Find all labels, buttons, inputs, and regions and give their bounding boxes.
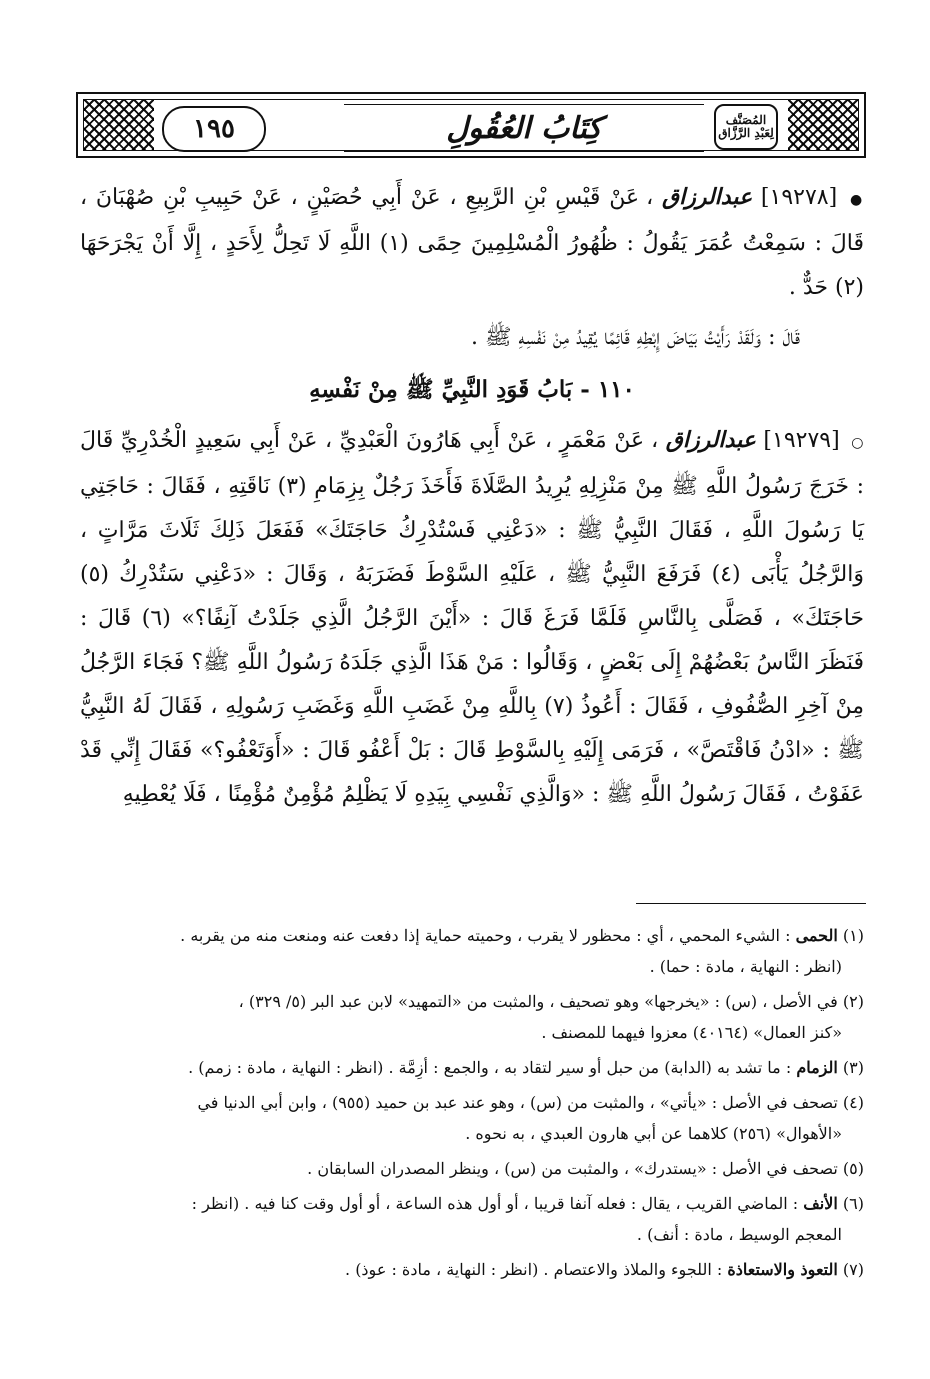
footnote-divider xyxy=(636,903,866,904)
footnote xyxy=(80,1254,864,1285)
hadith-text: ، عَنْ مَعْمَرٍ ، عَنْ أَبِي هَارُونَ الْعَبْدِيِّ ، عَنْ أَبِي سَعِيدٍ الْخُدْرِيِّ قَالَ : خَرَجَ رَسُولُ اللَّهِ ﷺ مِنْ مَنْزِلِهِ يُرِيدُ الصَّلَاةَ فَأَخَذَ رَجُلٌ بِزِمَامِ (٣) نَاقَتِهِ ، فَقَالَ : حَاجَتِي يَا رَسُولَ اللَّهِ ، فَقَالَ النَّبِيُّ ﷺ : «دَعْنِي فَسْتُدْرِكُ حَاجَتَكَ» فَفَعَلَ ذَلِكَ ثَلَاثَ مَرَّاتٍ ، وَالرَّجُلُ يَأْبَى (٤) فَرَفَعَ النَّبِيُّ ﷺ ، عَلَيْهِ السَّوْطَ فَضَرَبَهُ ، وَقَالَ : «دَعْنِي سَتُدْرِكُ (٥) حَاجَتَكَ» ، فَصَلَّى بِالنَّاسِ فَلَمَّا فَرَغَ قَالَ : «أَيْنَ الرَّجُلُ الَّذِي جَلَدْتُ آنِفًا؟» (٦) قَالَ : فَنَظَرَ النَّاسُ بَعْضُهُمْ إِلَى بَعْضٍ ، وَقَالُوا : مَنْ هَذَا الَّذِي جَلَدَهُ رَسُولُ اللَّهِ ﷺ؟ فَجَاءَ الرَّجُلُ مِنْ آخِرِ الصُّفُوفِ ، فَقَالَ : أَعُوذُ (٧) بِاللَّهِ مِنْ غَضَبِ اللَّهِ وَغَضَبِ رَسُولِهِ ، فَقَالَ لَهُ النَّبِيُّ ﷺ : «ادْنُ فَاقْتَصَّ» ، فَرَمَى إِلَيْهِ بِالسَّوْطِ قَالَ : بَلْ أَعْفُو قَالَ : «أَوَتَعْفُو؟» فَقَالَ إِنِّي قَدْ عَفَوْتُ ، فَقَالَ رَسُولُ اللَّهِ ﷺ : «وَالَّذِي نَفْسِي بِيَدِهِ لَا يَظْلِمُ مُؤْمِنٌ مُؤْمِنًا ، فَلَا يُعْطِيهِ xyxy=(80,428,865,807)
footnote-term: التعوذ والاستعاذة xyxy=(727,1260,838,1279)
publisher-logo: المُصَنَّف لِعَبْدِ الرَّزَّاق xyxy=(714,104,778,150)
footnote xyxy=(80,986,864,1048)
header-frame xyxy=(83,99,859,151)
book-title: كِتَابُ العُقُولِ xyxy=(344,104,704,152)
footnote-text: : اللجوء والملاذ والاعتصام . (انظر : النهاية ، مادة : عوذ) . xyxy=(345,1260,723,1279)
ornament-left xyxy=(84,100,154,150)
footnote xyxy=(80,1153,864,1184)
footnote-continuation: «الأهوال» (٢٥٦) كلاهما عن أبي هارون العبدي ، به نحوه . xyxy=(465,1124,842,1143)
hadith-19279 xyxy=(80,418,864,817)
footnote-marker: (٧) xyxy=(842,1260,864,1279)
footnote-text: في الأصل ، (س) : «يخرجها» وهو تصحيف ، والمثبت من «التمهيد» لابن عبد البر (٥/ ٣٢٩) ، xyxy=(238,992,838,1011)
footnote-marker: (٤) xyxy=(842,1093,864,1112)
footnote-marker: (٣) xyxy=(842,1058,864,1077)
page-header xyxy=(76,92,866,158)
footnote xyxy=(80,1188,864,1250)
footnote-marker: (٦) xyxy=(842,1194,864,1213)
hadith-number: [١٩٢٧٩] xyxy=(763,428,840,453)
hadith-narrator: عبدالرزاق xyxy=(662,184,753,210)
page-number: ١٩٥ xyxy=(162,106,266,152)
footnote-marker: (١) xyxy=(842,926,864,945)
chapter-heading: ١١٠ - بَابُ قَوَدِ النَّبِيِّ ﷺ مِنْ نَفْسِهِ xyxy=(309,376,635,403)
footnote-text: تصحف في الأصل : «يأتي» ، والمثبت من (س) ، وهو عند عبد بن حميد (٩٥٥) ، وابن أبي الدنيا في xyxy=(197,1093,838,1112)
footnote-text: : الشيء المحمي ، أي : محظور لا يقرب ، وحميته حماية إذا دفعت عنه ومنعت منه من يقربه . xyxy=(180,926,791,945)
footnote xyxy=(80,1052,864,1083)
hadith-text: ، عَنْ قَيْسِ بْنِ الرَّبِيعِ ، عَنْ أَبِي حُصَيْنٍ ، عَنْ حَبِيبِ بْنِ صُهْبَانَ ، قَالَ : سَمِعْتُ عُمَرَ يَقُولُ : ظُهُورُ الْمُسْلِمِينَ حِمًى (١) اللَّهِ لَا تَحِلُّ لِأَحَدٍ ، إِلَّا أَنْ يَجْرَحَهَا (٢) حَدٌّ . xyxy=(80,185,864,300)
footnote xyxy=(80,1087,864,1149)
ornament-right xyxy=(788,100,858,150)
hadith-continuation: قَالَ : وَلَقَدْ رَأَيْتُ بَيَاضَ إِبْطِهِ قَائِمًا يُقِيدُ مِنْ نَفْسِهِ ﷺ . xyxy=(470,325,800,350)
hadith-narrator: عبدالرزاق xyxy=(665,427,756,453)
footnote-text: : ما تشد به (الدابة) من حبل أو سير لتقاد به ، والجمع : أزِمَّة . (انظر : النهاية ، مادة : زمم) . xyxy=(188,1058,792,1077)
footnotes xyxy=(80,920,864,1289)
footnote-continuation: (انظر : النهاية ، مادة : حما) . xyxy=(649,957,842,976)
footnote-text: : الماضي القريب ، يقال : فعله آنفا قريبا ، أو أول هذه الساعة ، أو أول وقت كنا فيه . (انظر : xyxy=(191,1194,799,1213)
footnote-marker: (٢) xyxy=(842,992,864,1011)
hadith-19278 xyxy=(80,175,864,310)
hadith-number: [١٩٢٧٨] xyxy=(760,185,838,210)
footnote-term: الحمى xyxy=(795,926,838,945)
footnote-marker: (٥) xyxy=(842,1159,864,1178)
footnote xyxy=(80,920,864,982)
main-text xyxy=(80,175,864,817)
footnote-text: تصحف في الأصل : «يستدرك» ، والمثبت من (س) ، وينظر المصدران السابقان . xyxy=(307,1159,838,1178)
footnote-term: الزمام xyxy=(796,1058,838,1077)
footnote-continuation: المعجم الوسيط ، مادة : أنف) . xyxy=(636,1225,842,1244)
footnote-term: الأنف xyxy=(803,1194,838,1213)
footnote-continuation: «كنز العمال» (٤٠١٦٤) معزوا فيهما للمصنف . xyxy=(541,1023,842,1042)
